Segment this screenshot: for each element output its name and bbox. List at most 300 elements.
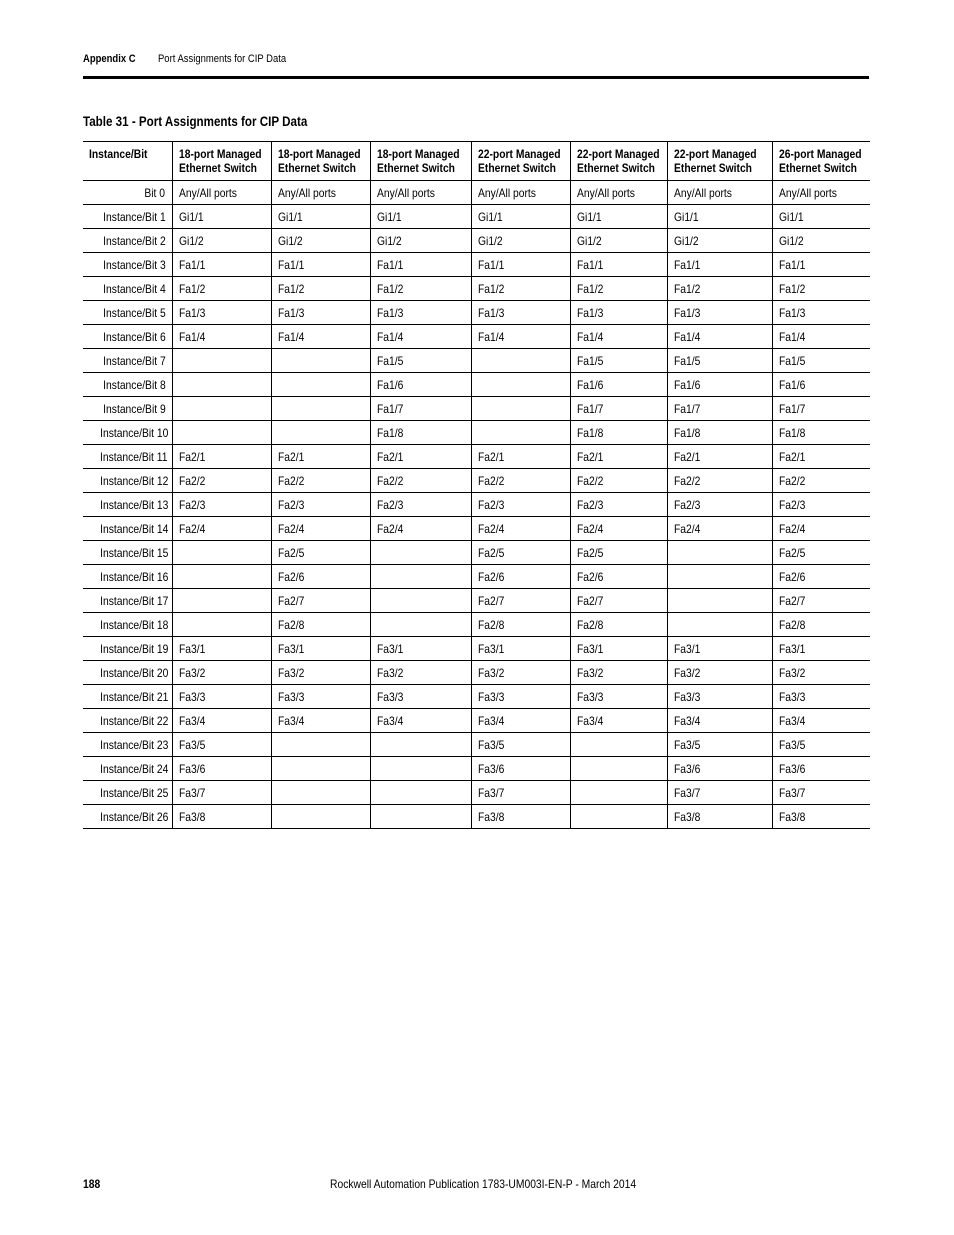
column-header [83, 142, 172, 181]
port-value: Fa3/1 [178, 641, 205, 656]
instance-bit-label: Instance/Bit 15 [100, 545, 169, 560]
port-cell [370, 517, 471, 541]
port-cell [172, 637, 271, 661]
port-cell [570, 781, 667, 805]
port-cell [570, 397, 667, 421]
port-assignments-table [83, 141, 870, 829]
port-cell [570, 709, 667, 733]
port-cell [271, 253, 370, 277]
port-value: Fa3/1 [277, 641, 304, 656]
instance-bit-label: Instance/Bit 16 [100, 569, 169, 584]
port-value: Fa3/2 [576, 665, 603, 680]
port-cell [271, 781, 370, 805]
port-value: Fa1/5 [376, 353, 403, 368]
port-value: Fa2/1 [178, 449, 205, 464]
port-cell [271, 229, 370, 253]
instance-bit-label: Instance/Bit 17 [100, 593, 169, 608]
port-cell [772, 541, 870, 565]
column-header [271, 142, 370, 181]
port-value: Fa2/2 [277, 473, 304, 488]
port-cell [667, 733, 772, 757]
port-value: Fa3/6 [477, 761, 504, 776]
instance-bit-label: Bit 0 [144, 185, 166, 200]
port-value: Fa2/2 [778, 473, 805, 488]
port-cell [271, 445, 370, 469]
instance-bit-label: Instance/Bit 26 [100, 809, 169, 824]
port-cell [667, 517, 772, 541]
port-value: Fa3/2 [178, 665, 205, 680]
row-label-cell [83, 181, 172, 205]
port-cell [271, 205, 370, 229]
instance-bit-label: Instance/Bit 13 [100, 497, 169, 512]
column-header [370, 142, 471, 181]
port-cell [370, 205, 471, 229]
port-value: Fa2/3 [376, 497, 403, 512]
table-row [83, 205, 870, 229]
table-row [83, 421, 870, 445]
port-value: Gi1/1 [778, 209, 804, 224]
column-header-line: Ethernet Switch [673, 161, 752, 175]
port-cell [667, 661, 772, 685]
instance-bit-label: Instance/Bit 2 [102, 233, 166, 248]
port-value: Fa2/5 [277, 545, 304, 560]
port-value: Fa1/7 [576, 401, 603, 416]
port-cell [471, 565, 570, 589]
port-value: Fa1/7 [376, 401, 403, 416]
port-value: Fa2/6 [778, 569, 805, 584]
port-cell [667, 469, 772, 493]
publication-footer: Rockwell Automation Publication 1783-UM003I-EN-P - March 2014 [330, 1177, 637, 1191]
port-value: Fa1/7 [778, 401, 805, 416]
port-cell [667, 805, 772, 829]
port-value: Fa1/3 [178, 305, 205, 320]
port-cell [772, 589, 870, 613]
instance-bit-label: Instance/Bit 23 [100, 737, 169, 752]
port-value: Fa3/1 [376, 641, 403, 656]
port-value: Fa3/2 [477, 665, 504, 680]
column-header-line: 22-port Managed [477, 147, 561, 161]
port-cell [172, 517, 271, 541]
table-row [83, 685, 870, 709]
port-value: Fa3/7 [778, 785, 805, 800]
chapter-title: Port Assignments for CIP Data [158, 53, 287, 65]
port-cell [370, 565, 471, 589]
instance-bit-label: Instance/Bit 7 [102, 353, 166, 368]
port-cell [370, 781, 471, 805]
instance-bit-label: Instance/Bit 25 [100, 785, 169, 800]
port-value: Fa3/1 [477, 641, 504, 656]
row-label-cell [83, 445, 172, 469]
port-value: Fa2/1 [376, 449, 403, 464]
port-cell [271, 589, 370, 613]
port-cell [667, 277, 772, 301]
port-cell [471, 709, 570, 733]
port-cell [172, 229, 271, 253]
port-value: Fa2/4 [673, 521, 700, 536]
table-row [83, 541, 870, 565]
port-cell [172, 253, 271, 277]
column-header-label [89, 147, 147, 161]
port-value: Fa1/3 [376, 305, 403, 320]
port-value: Gi1/2 [576, 233, 602, 248]
port-cell [471, 277, 570, 301]
port-value: Fa2/5 [576, 545, 603, 560]
row-label-cell [83, 469, 172, 493]
port-cell [570, 805, 667, 829]
port-cell [471, 301, 570, 325]
port-value: Fa2/5 [778, 545, 805, 560]
column-header-line: 18-port Managed [178, 147, 262, 161]
port-value: Fa1/3 [576, 305, 603, 320]
port-value: Fa1/4 [178, 329, 205, 344]
port-value: Fa2/4 [376, 521, 403, 536]
port-value: Fa1/8 [673, 425, 700, 440]
row-label-cell [83, 325, 172, 349]
table-row [83, 301, 870, 325]
page-number: 188 [83, 1177, 101, 1191]
port-cell [271, 421, 370, 445]
port-cell [370, 373, 471, 397]
port-value: Fa1/1 [576, 257, 603, 272]
port-value: Any/All ports [778, 185, 837, 200]
port-cell [667, 613, 772, 637]
port-cell [570, 637, 667, 661]
port-cell [271, 541, 370, 565]
port-value: Fa2/3 [576, 497, 603, 512]
port-value: Fa2/3 [178, 497, 205, 512]
port-value: Fa2/2 [477, 473, 504, 488]
port-cell [172, 781, 271, 805]
port-cell [271, 517, 370, 541]
port-value: Fa3/5 [477, 737, 504, 752]
port-cell [570, 277, 667, 301]
port-value: Gi1/2 [477, 233, 503, 248]
port-cell [370, 229, 471, 253]
port-cell [570, 661, 667, 685]
port-value: Fa2/3 [277, 497, 304, 512]
appendix-label: Appendix C [83, 53, 136, 65]
port-cell [570, 469, 667, 493]
port-value: Fa3/8 [178, 809, 205, 824]
port-cell [370, 397, 471, 421]
port-value: Gi1/1 [673, 209, 699, 224]
instance-bit-label: Instance/Bit 4 [102, 281, 166, 296]
port-value: Fa1/2 [277, 281, 304, 296]
port-value: Fa1/1 [277, 257, 304, 272]
port-value: Fa3/4 [376, 713, 403, 728]
port-cell [471, 253, 570, 277]
port-value: Gi1/1 [477, 209, 503, 224]
column-header-label [278, 147, 361, 175]
port-cell [370, 805, 471, 829]
port-cell [667, 421, 772, 445]
port-cell [667, 205, 772, 229]
instance-bit-label: Instance/Bit 18 [100, 617, 169, 632]
port-cell [271, 685, 370, 709]
port-cell [667, 565, 772, 589]
port-value: Fa3/7 [178, 785, 205, 800]
port-cell [172, 613, 271, 637]
port-value: Fa2/6 [277, 569, 304, 584]
port-value: Any/All ports [576, 185, 635, 200]
table-row [83, 397, 870, 421]
port-value: Fa3/3 [673, 689, 700, 704]
instance-bit-label: Instance/Bit 19 [100, 641, 169, 656]
port-cell [370, 589, 471, 613]
port-value: Fa3/1 [576, 641, 603, 656]
port-cell [172, 181, 271, 205]
port-value: Fa3/5 [778, 737, 805, 752]
port-value: Fa2/2 [178, 473, 205, 488]
port-cell [772, 421, 870, 445]
row-label-cell [83, 349, 172, 373]
port-cell [570, 613, 667, 637]
table-row [83, 229, 870, 253]
instance-bit-label: Instance/Bit 24 [100, 761, 169, 776]
port-cell [471, 685, 570, 709]
port-value: Gi1/1 [376, 209, 402, 224]
port-value: Fa3/6 [178, 761, 205, 776]
port-cell [667, 181, 772, 205]
port-cell [772, 397, 870, 421]
table-row [83, 493, 870, 517]
row-label-cell [83, 709, 172, 733]
port-value: Fa2/7 [778, 593, 805, 608]
port-value: Fa3/3 [376, 689, 403, 704]
port-cell [370, 637, 471, 661]
port-value: Fa1/7 [673, 401, 700, 416]
port-cell [172, 565, 271, 589]
port-value: Fa1/4 [778, 329, 805, 344]
table-row [83, 325, 870, 349]
port-value: Any/All ports [673, 185, 732, 200]
port-cell [471, 637, 570, 661]
port-cell [570, 325, 667, 349]
port-value: Fa2/3 [673, 497, 700, 512]
port-value: Fa1/3 [778, 305, 805, 320]
port-cell [271, 733, 370, 757]
table-row [83, 469, 870, 493]
port-value: Fa2/8 [778, 617, 805, 632]
port-cell [471, 757, 570, 781]
port-value: Fa2/1 [576, 449, 603, 464]
port-cell [271, 397, 370, 421]
column-header-line: Ethernet Switch [178, 161, 257, 175]
port-cell [667, 253, 772, 277]
port-cell [667, 349, 772, 373]
port-cell [667, 445, 772, 469]
port-value: Fa2/1 [673, 449, 700, 464]
table-row [83, 613, 870, 637]
port-cell [370, 325, 471, 349]
port-cell [172, 661, 271, 685]
port-cell [172, 445, 271, 469]
port-value: Fa2/4 [277, 521, 304, 536]
port-cell [772, 373, 870, 397]
column-header-line: Ethernet Switch [576, 161, 655, 175]
port-value: Any/All ports [477, 185, 536, 200]
port-cell [172, 349, 271, 373]
port-cell [172, 205, 271, 229]
port-value: Fa1/8 [576, 425, 603, 440]
port-value: Fa2/1 [778, 449, 805, 464]
table-row [83, 181, 870, 205]
table-row [83, 373, 870, 397]
port-cell [172, 589, 271, 613]
port-value: Fa3/5 [673, 737, 700, 752]
port-cell [570, 205, 667, 229]
row-label-cell [83, 493, 172, 517]
port-cell [772, 805, 870, 829]
table-row [83, 253, 870, 277]
port-value: Fa1/2 [778, 281, 805, 296]
table-title: Table 31 - Port Assignments for CIP Data [83, 114, 308, 129]
port-value: Fa1/5 [673, 353, 700, 368]
port-value: Fa1/5 [576, 353, 603, 368]
row-label-cell [83, 541, 172, 565]
port-value: Fa1/2 [477, 281, 504, 296]
port-cell [172, 421, 271, 445]
port-cell [172, 301, 271, 325]
row-label-cell [83, 229, 172, 253]
port-cell [570, 733, 667, 757]
port-cell [471, 805, 570, 829]
port-value: Fa3/2 [673, 665, 700, 680]
port-value: Fa1/8 [778, 425, 805, 440]
port-value: Fa1/5 [778, 353, 805, 368]
column-header-line: Instance/Bit [89, 147, 148, 161]
port-value: Fa1/3 [673, 305, 700, 320]
port-cell [570, 253, 667, 277]
row-label-cell [83, 253, 172, 277]
column-header-label [179, 147, 262, 175]
port-cell [471, 397, 570, 421]
port-value: Fa1/4 [277, 329, 304, 344]
column-header-label [577, 147, 660, 175]
port-cell [570, 421, 667, 445]
column-header-line: 18-port Managed [376, 147, 460, 161]
port-cell [271, 493, 370, 517]
port-value: Fa1/2 [576, 281, 603, 296]
port-cell [370, 685, 471, 709]
port-cell [172, 493, 271, 517]
port-cell [667, 637, 772, 661]
port-cell [772, 301, 870, 325]
row-label-cell [83, 517, 172, 541]
column-header-line: 22-port Managed [576, 147, 660, 161]
port-cell [370, 733, 471, 757]
port-cell [570, 373, 667, 397]
port-cell [772, 181, 870, 205]
port-cell [570, 181, 667, 205]
port-value: Fa3/7 [673, 785, 700, 800]
port-cell [370, 613, 471, 637]
instance-bit-label: Instance/Bit 1 [102, 209, 166, 224]
port-cell [772, 253, 870, 277]
port-cell [271, 469, 370, 493]
port-cell [370, 709, 471, 733]
port-cell [772, 517, 870, 541]
table-header-row [83, 142, 870, 181]
port-value: Fa2/7 [477, 593, 504, 608]
port-cell [772, 685, 870, 709]
port-cell [667, 325, 772, 349]
table-row [83, 445, 870, 469]
table-row [83, 565, 870, 589]
port-cell [471, 541, 570, 565]
port-cell [370, 349, 471, 373]
port-value: Fa3/1 [778, 641, 805, 656]
port-value: Fa2/3 [477, 497, 504, 512]
port-cell [667, 685, 772, 709]
column-header-line: Ethernet Switch [778, 161, 857, 175]
column-header-line: Ethernet Switch [477, 161, 556, 175]
port-cell [370, 445, 471, 469]
column-header [667, 142, 772, 181]
port-value: Fa2/4 [178, 521, 205, 536]
port-cell [172, 757, 271, 781]
row-label-cell [83, 565, 172, 589]
port-cell [370, 181, 471, 205]
port-cell [172, 685, 271, 709]
port-value: Fa3/2 [277, 665, 304, 680]
port-cell [570, 517, 667, 541]
port-cell [172, 469, 271, 493]
port-value: Fa1/1 [673, 257, 700, 272]
instance-bit-label: Instance/Bit 9 [102, 401, 166, 416]
port-value: Fa3/8 [778, 809, 805, 824]
port-value: Fa2/4 [778, 521, 805, 536]
table-row [83, 637, 870, 661]
port-value: Fa2/8 [477, 617, 504, 632]
port-cell [271, 301, 370, 325]
table-row [83, 277, 870, 301]
port-value: Gi1/2 [778, 233, 804, 248]
port-cell [570, 757, 667, 781]
port-cell [271, 325, 370, 349]
port-cell [271, 637, 370, 661]
port-cell [471, 181, 570, 205]
port-value: Gi1/1 [576, 209, 602, 224]
port-cell [772, 781, 870, 805]
port-cell [370, 253, 471, 277]
row-label-cell [83, 373, 172, 397]
port-value: Gi1/2 [376, 233, 402, 248]
column-header-label [478, 147, 561, 175]
port-value: Fa3/4 [576, 713, 603, 728]
port-value: Fa3/7 [477, 785, 504, 800]
port-cell [370, 469, 471, 493]
port-cell [772, 229, 870, 253]
port-value: Fa1/3 [477, 305, 504, 320]
port-cell [667, 373, 772, 397]
port-value: Fa2/3 [778, 497, 805, 512]
instance-bit-label: Instance/Bit 12 [100, 473, 169, 488]
port-value: Fa3/4 [778, 713, 805, 728]
port-cell [370, 301, 471, 325]
port-value: Fa3/5 [178, 737, 205, 752]
port-value: Fa1/6 [778, 377, 805, 392]
port-cell [570, 445, 667, 469]
port-cell [772, 469, 870, 493]
port-cell [471, 205, 570, 229]
port-cell [471, 613, 570, 637]
table-row [83, 517, 870, 541]
instance-bit-label: Instance/Bit 3 [102, 257, 166, 272]
port-value: Fa1/6 [576, 377, 603, 392]
port-value: Fa3/6 [673, 761, 700, 776]
port-cell [271, 565, 370, 589]
